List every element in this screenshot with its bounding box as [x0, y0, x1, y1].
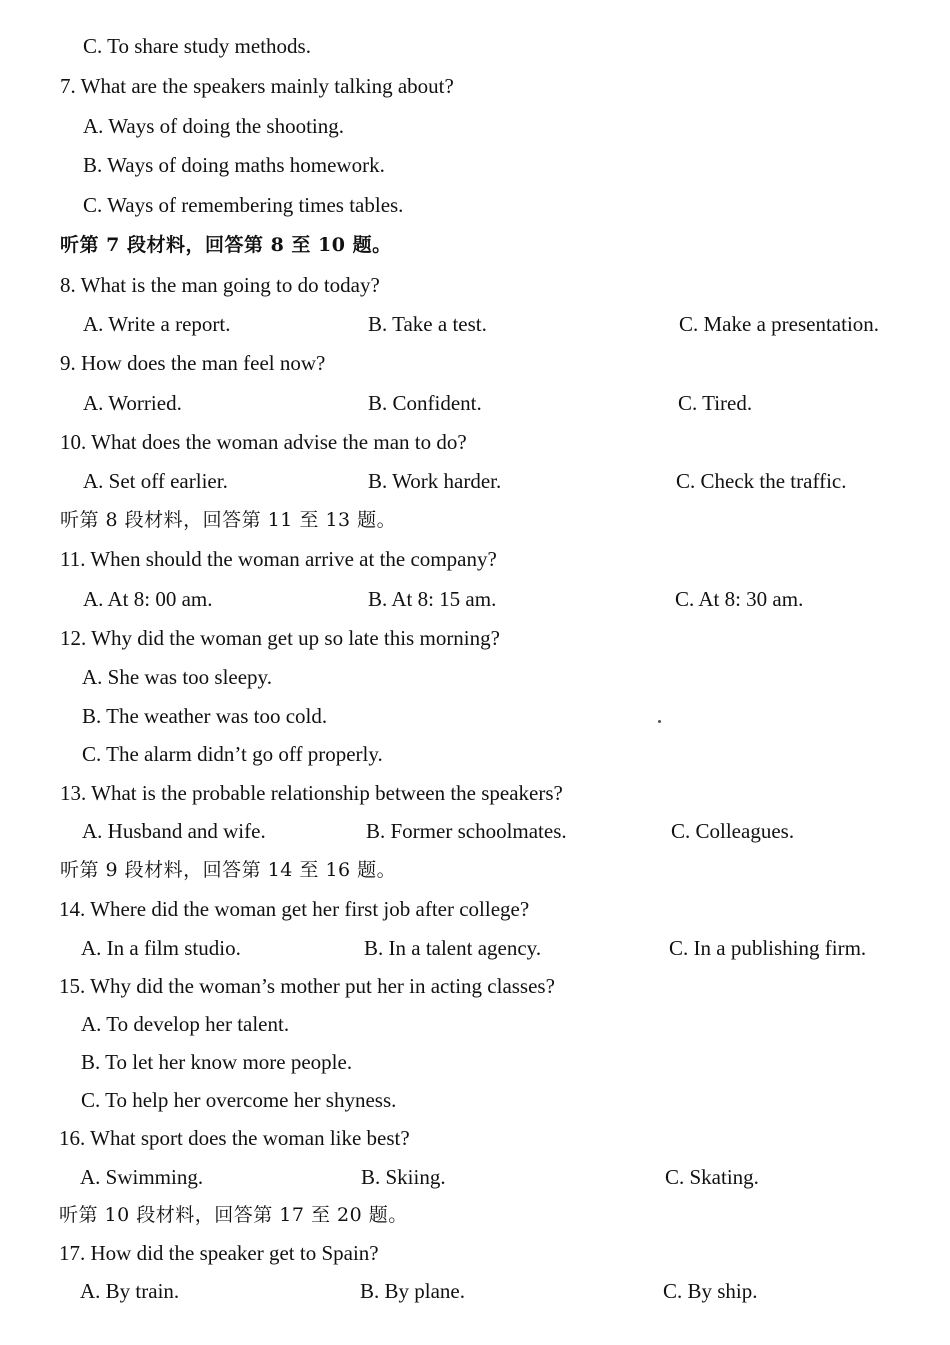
q10-option-c: C. Check the traffic.	[676, 469, 847, 493]
q7-option-c: C. Ways of remembering times tables.	[83, 193, 404, 217]
q13-option-b: B. Former schoolmates.	[366, 819, 567, 843]
section-heading-8: 听第 8 段材料，回答第 11 至 13 题。	[60, 509, 397, 531]
q17-option-c: C. By ship.	[663, 1279, 758, 1303]
q9-option-c: C. Tired.	[678, 391, 753, 415]
question-12: 12. Why did the woman get up so late this morning?	[60, 626, 500, 650]
q12-option-c: C. The alarm didn’t go off properly.	[82, 742, 383, 766]
q8-option-a: A. Write a report.	[83, 312, 231, 336]
q16-option-b: B. Skiing.	[361, 1165, 446, 1189]
q10-option-b: B. Work harder.	[368, 469, 502, 493]
q8-option-c: C. Make a presentation.	[679, 312, 880, 336]
q10-option-a: A. Set off earlier.	[83, 469, 228, 493]
section-heading-7: 听第 7 段材料，回答第 8 至 10 题。	[60, 234, 392, 256]
q13-option-a: A. Husband and wife.	[82, 819, 266, 843]
q7-option-a: A. Ways of doing the shooting.	[83, 114, 344, 138]
q14-option-b: B. In a talent agency.	[364, 936, 542, 960]
q9-option-b: B. Confident.	[368, 391, 482, 415]
question-15: 15. Why did the woman’s mother put her in acting classes?	[59, 974, 555, 998]
q11-option-c: C. At 8: 30 am.	[675, 587, 804, 611]
question-8: 8. What is the man going to do today?	[60, 273, 380, 297]
q11-option-a: A. At 8: 00 am.	[83, 587, 213, 611]
q17-option-a: A. By train.	[80, 1279, 180, 1303]
q17-option-b: B. By plane.	[360, 1279, 465, 1303]
q15-option-a: A. To develop her talent.	[81, 1012, 290, 1036]
section-heading-10: 听第 10 段材料，回答第 17 至 20 题。	[59, 1204, 408, 1226]
stray-dot	[658, 720, 661, 723]
question-16: 16. What sport does the woman like best?	[59, 1126, 410, 1150]
question-11: 11. When should the woman arrive at the company?	[60, 547, 497, 571]
q16-option-c: C. Skating.	[665, 1165, 759, 1189]
q11-option-b: B. At 8: 15 am.	[368, 587, 497, 611]
q15-option-c: C. To help her overcome her shyness.	[81, 1088, 397, 1112]
question-14: 14. Where did the woman get her first job after college?	[59, 897, 530, 921]
q8-option-b: B. Take a test.	[368, 312, 487, 336]
q14-option-c: C. In a publishing firm.	[669, 936, 867, 960]
question-17: 17. How did the speaker get to Spain?	[59, 1241, 379, 1265]
q14-option-a: A. In a film studio.	[81, 936, 241, 960]
q7-option-b: B. Ways of doing maths homework.	[83, 153, 385, 177]
question-10: 10. What does the woman advise the man to do?	[60, 430, 467, 454]
q6-option-c: C. To share study methods.	[83, 34, 311, 58]
section-heading-9: 听第 9 段材料，回答第 14 至 16 题。	[60, 859, 397, 881]
question-7: 7. What are the speakers mainly talking about?	[60, 74, 454, 98]
q12-option-b: B. The weather was too cold.	[82, 704, 328, 728]
q12-option-a: A. She was too sleepy.	[82, 665, 272, 689]
q13-option-c: C. Colleagues.	[671, 819, 795, 843]
question-9: 9. How does the man feel now?	[60, 351, 326, 375]
q16-option-a: A. Swimming.	[80, 1165, 204, 1189]
q15-option-b: B. To let her know more people.	[81, 1050, 353, 1074]
question-13: 13. What is the probable relationship between the speakers?	[60, 781, 563, 805]
q9-option-a: A. Worried.	[83, 391, 182, 415]
